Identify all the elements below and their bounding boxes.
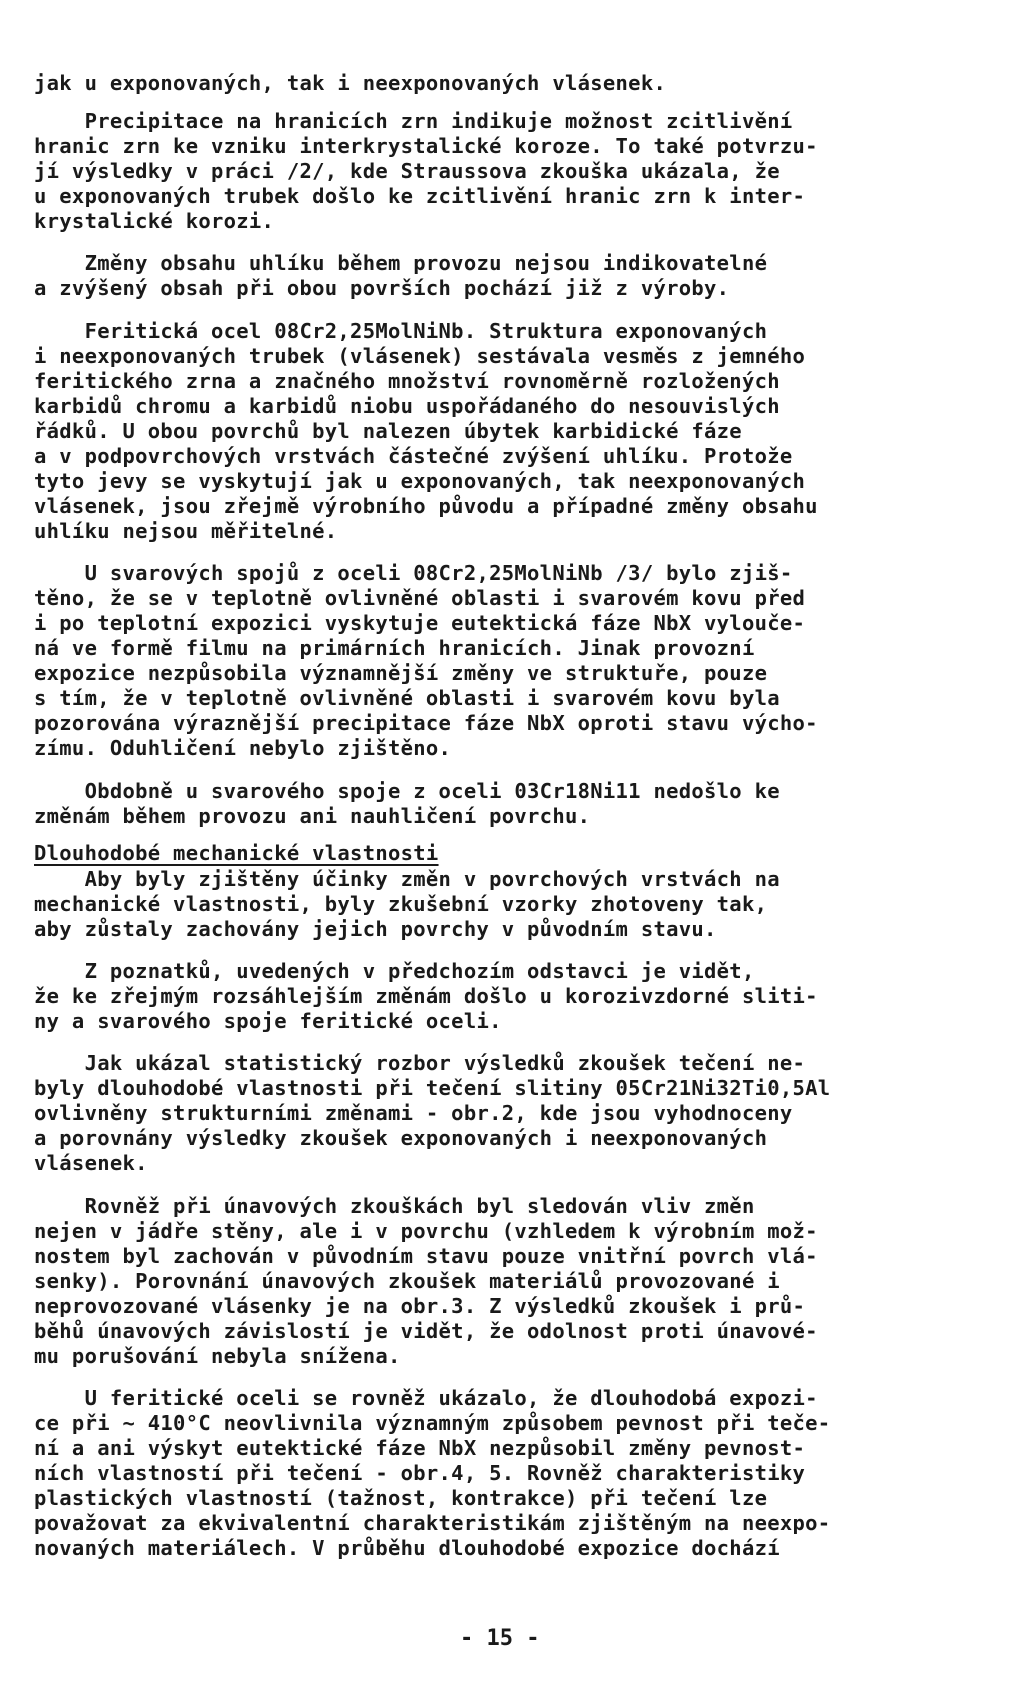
- text-line: Rovněž při únavových zkouškách byl sledován vliv změn: [34, 1194, 755, 1218]
- text-line: a zvýšený obsah při obou površích pochází již z výroby.: [34, 276, 730, 300]
- text-line: Jak ukázal statistický rozbor výsledků zkoušek tečení ne-: [34, 1051, 806, 1075]
- text-line: novaných materiálech. V průběhu dlouhodobé expozice dochází: [34, 1536, 780, 1560]
- text-line: expozice nezpůsobila významnější změny ve struktuře, pouze: [34, 661, 768, 685]
- text-line: neprovozované vlásenky je na obr.3. Z výsledků zkoušek i prů-: [34, 1294, 806, 1318]
- text-line: že ke zřejmým rozsáhlejším změnám došlo u korozivzdorné sliti-: [34, 984, 818, 1008]
- text-line: senky). Porovnání únavových zkoušek materiálů provozované i: [34, 1269, 780, 1293]
- text-line: mechanické vlastnosti, byly zkušební vzorky zhotoveny tak,: [34, 892, 768, 916]
- text-line: ovlivněny strukturními změnami - obr.2, kde jsou vyhodnoceny: [34, 1101, 793, 1125]
- text-line: s tím, že v teplotně ovlivněné oblasti i svarovém kovu byla: [34, 686, 780, 710]
- text-line: u exponovaných trubek došlo ke zcitlivění hranic zrn k inter-: [34, 184, 806, 208]
- section-heading: Dlouhodobé mechanické vlastnosti: [34, 841, 439, 865]
- text-line: tyto jevy se vyskytují jak u exponovaných, tak neexponovaných: [34, 469, 806, 493]
- text-line: ná ve formě filmu na primárních hranicích. Jinak provozní: [34, 636, 755, 660]
- text-line: U svarových spojů z oceli 08Cr2,25MolNiNb /3/ bylo zjiš-: [34, 561, 793, 585]
- text-line: krystalické korozi.: [34, 209, 275, 233]
- text-line: ny a svarového spoje feritické oceli.: [34, 1009, 502, 1033]
- text-line: pozorována výraznější precipitace fáze NbX oproti stavu výcho-: [34, 711, 818, 735]
- text-line: Změny obsahu uhlíku během provozu nejsou indikovatelné: [34, 251, 768, 275]
- text-line: nejen v jádře stěny, ale i v povrchu (vzhledem k výrobním mož-: [34, 1219, 818, 1243]
- text-line: feritického zrna a značného množství rovnoměrně rozložených: [34, 369, 780, 393]
- text-line: plastických vlastností (tažnost, kontrakce) při tečení lze: [34, 1486, 768, 1510]
- text-line: zímu. Oduhličení nebylo zjištěno.: [34, 736, 452, 760]
- text-line: jí výsledky v práci /2/, kde Straussova zkouška ukázala, že: [34, 159, 780, 183]
- text-line: ních vlastností při tečení - obr.4, 5. Rovněž charakteristiky: [34, 1461, 806, 1485]
- text-line: jak u exponovaných, tak i neexponovaných vlásenek.: [34, 71, 667, 95]
- text-line: nostem byl zachován v původním stavu pouze vnitřní povrch vlá-: [34, 1244, 818, 1268]
- text-line: vlásenek.: [34, 1151, 148, 1175]
- text-line: hranic zrn ke vzniku interkrystalické koroze. To také potvrzu-: [34, 134, 818, 158]
- page-number: - 15 -: [460, 1626, 540, 1651]
- text-line: Feritická ocel 08Cr2,25MolNiNb. Struktura exponovaných: [34, 319, 768, 343]
- text-line: řádků. U obou povrchů byl nalezen úbytek karbidické fáze: [34, 419, 742, 443]
- text-line: změnám během provozu ani nauhličení povrchu.: [34, 804, 591, 828]
- text-line: ce při ~ 410°C neovlivnila významným způsobem pevnost při teče-: [34, 1411, 831, 1435]
- text-line: a porovnány výsledky zkoušek exponovaných i neexponovaných: [34, 1126, 768, 1150]
- text-line: karbidů chromu a karbidů niobu uspořádaného do nesouvislých: [34, 394, 780, 418]
- text-line: Z poznatků, uvedených v předchozím odstavci je vidět,: [34, 959, 755, 983]
- text-line: ní a ani výskyt eutektické fáze NbX nezpůsobil změny pevnost-: [34, 1436, 806, 1460]
- text-line: byly dlouhodobé vlastnosti při tečení slitiny 05Cr21Ni32Ti0,5Al: [34, 1076, 831, 1100]
- text-line: mu porušování nebyla snížena.: [34, 1344, 401, 1368]
- text-line: U feritické oceli se rovněž ukázalo, že dlouhodobá expozi-: [34, 1386, 818, 1410]
- text-line: považovat za ekvivalentní charakteristikám zjištěným na neexpo-: [34, 1511, 831, 1535]
- text-line: a v podpovrchových vrstvách částečné zvýšení uhlíku. Protože: [34, 444, 793, 468]
- text-line: i po teplotní expozici vyskytuje eutektická fáze NbX vylouče-: [34, 611, 806, 635]
- text-line: uhlíku nejsou měřitelné.: [34, 519, 338, 543]
- text-line: Obdobně u svarového spoje z oceli 03Cr18Ni11 nedošlo ke: [34, 779, 780, 803]
- text-line: běhů únavových závislostí je vidět, že odolnost proti únavové-: [34, 1319, 818, 1343]
- text-line: těno, že se v teplotně ovlivněné oblasti i svarovém kovu před: [34, 586, 806, 610]
- text-line: Precipitace na hranicích zrn indikuje možnost zcitlivění: [34, 109, 793, 133]
- text-line: aby zůstaly zachovány jejich povrchy v původním stavu.: [34, 917, 717, 941]
- text-line: Aby byly zjištěny účinky změn v povrchových vrstvách na: [34, 867, 780, 891]
- text-line: vlásenek, jsou zřejmě výrobního původu a případné změny obsahu: [34, 494, 818, 518]
- text-line: i neexponovaných trubek (vlásenek) sestávala vesměs z jemného: [34, 344, 806, 368]
